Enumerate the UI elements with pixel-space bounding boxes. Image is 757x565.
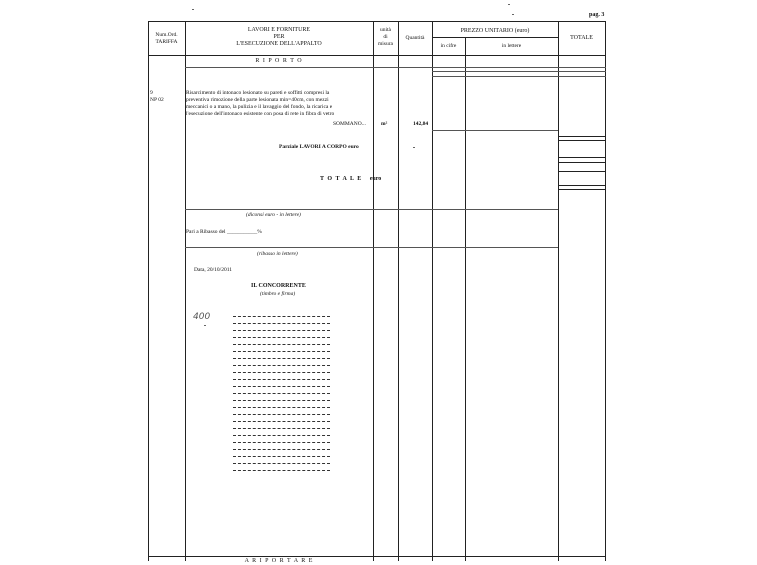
signature-line	[233, 442, 330, 444]
scan-speck	[512, 14, 514, 15]
signature-line	[233, 358, 330, 360]
item-code: NP 02	[150, 97, 164, 103]
col-divider-unita	[398, 21, 399, 561]
date-label: Data, 20/10/2011	[194, 267, 232, 273]
table-border-right	[605, 21, 606, 561]
scan-speck	[192, 9, 194, 10]
signature-line	[233, 372, 330, 374]
parziale-label: Parziale LAVORI A CORPO euro	[279, 144, 359, 150]
unit-of-measure: m²	[381, 121, 388, 127]
scan-speck	[413, 147, 415, 148]
page-number: pag. 3	[589, 12, 605, 18]
totale-col-line	[558, 162, 605, 163]
signature-line	[233, 421, 330, 423]
signature-line	[233, 470, 330, 472]
unita-label-line1: unità	[380, 27, 391, 33]
signature-line	[233, 463, 330, 465]
sommano-underline	[432, 130, 558, 131]
lavori-header-line2: PER	[273, 34, 285, 40]
diconsi-line	[185, 209, 558, 210]
signature-line	[233, 337, 330, 339]
in-cifre-label: in cifre	[440, 43, 457, 49]
item-description-line: preventiva rimozione della parte lesionata min=40cm, con mezzi	[186, 97, 329, 103]
signature-line	[233, 435, 330, 437]
a-riportare-label: A R I P O R T A R E	[244, 558, 314, 564]
in-lettere-label: in lettere	[501, 43, 522, 49]
item-description-line: l'esecuzione dell'intonaco esistente con posa di rete in fibra di vetro	[186, 111, 335, 117]
unita-label-line2: di	[383, 34, 388, 40]
table-border-top	[148, 21, 606, 22]
signature-line	[233, 449, 330, 451]
tariffa-label: TARIFFA	[155, 39, 178, 45]
totale-col-line	[558, 136, 605, 137]
prezzo-unitario-label: PREZZO UNITARIO (euro)	[460, 28, 530, 34]
item-description-line: meccanici o a mano, la pulizia e il lavaggio del fondo, la ricarica e	[186, 104, 333, 110]
header-bottom-line	[148, 55, 606, 56]
riporto-bottom-line	[185, 67, 606, 68]
row-guide-line	[432, 71, 606, 72]
signature-line	[233, 407, 330, 409]
handwritten-note: 400	[193, 312, 211, 322]
signature-line	[233, 365, 330, 367]
prezzo-header-divider	[432, 37, 558, 38]
table-border-left	[148, 21, 149, 561]
num-ord-label: Num.Ord.	[155, 32, 178, 38]
diconsi-label: (diconsi euro - in lettere)	[246, 212, 301, 218]
lavori-header-line3: L'ESECUZIONE DELL'APPALTO	[236, 41, 322, 47]
lavori-header-line1: LAVORI E FORNITURE	[247, 27, 311, 33]
signature-line	[233, 386, 330, 388]
item-description-line: Risarcimento di intonaco lesionato su pareti e soffitti compresi la	[186, 90, 330, 96]
signature-line	[233, 351, 330, 353]
row-guide-line	[432, 76, 606, 77]
signature-line	[233, 456, 330, 458]
ribasso-blank: ___________	[226, 229, 258, 235]
totale-header-label: TOTALE	[570, 35, 593, 41]
signature-line	[233, 379, 330, 381]
sommano-label: SOMMANO...	[333, 121, 366, 127]
totale-label: T O T A L E	[320, 176, 363, 182]
totale-col-line	[558, 185, 605, 186]
col-divider-lettere	[558, 21, 559, 561]
signature-line	[233, 400, 330, 402]
totale-col-line	[558, 140, 605, 141]
a-riportare-line	[148, 556, 606, 557]
signature-line	[233, 344, 330, 346]
ribasso-prefix: Pari a Ribasso del	[186, 229, 226, 235]
signature-line	[233, 414, 330, 416]
signature-line	[233, 330, 330, 332]
scan-speck	[204, 325, 206, 326]
ribasso-percent: %	[257, 229, 262, 235]
signature-line	[233, 316, 330, 318]
totale-col-line	[558, 157, 605, 158]
signature-line	[233, 428, 330, 430]
scan-speck	[508, 4, 510, 5]
unita-label-line3: misura	[378, 41, 393, 47]
col-divider-quantita	[432, 21, 433, 561]
quantita-label: Quantità	[405, 35, 425, 41]
ribasso-lettere-label: (ribasso in lettere)	[257, 251, 298, 257]
totale-col-line	[558, 189, 605, 190]
riporto-label: R I P O R T O	[255, 58, 303, 64]
item-number: 9	[150, 90, 153, 96]
timbro-label: (timbro e firma)	[260, 291, 296, 297]
concorrente-label: IL CONCORRENTE	[251, 283, 306, 289]
signature-line	[233, 323, 330, 325]
totale-euro-label: euro	[369, 176, 382, 182]
totale-col-line	[558, 171, 605, 172]
ribasso-line	[185, 247, 558, 248]
signature-line	[233, 393, 330, 395]
item-quantity: 142,84	[413, 121, 429, 127]
col-divider-cifre	[465, 37, 466, 561]
